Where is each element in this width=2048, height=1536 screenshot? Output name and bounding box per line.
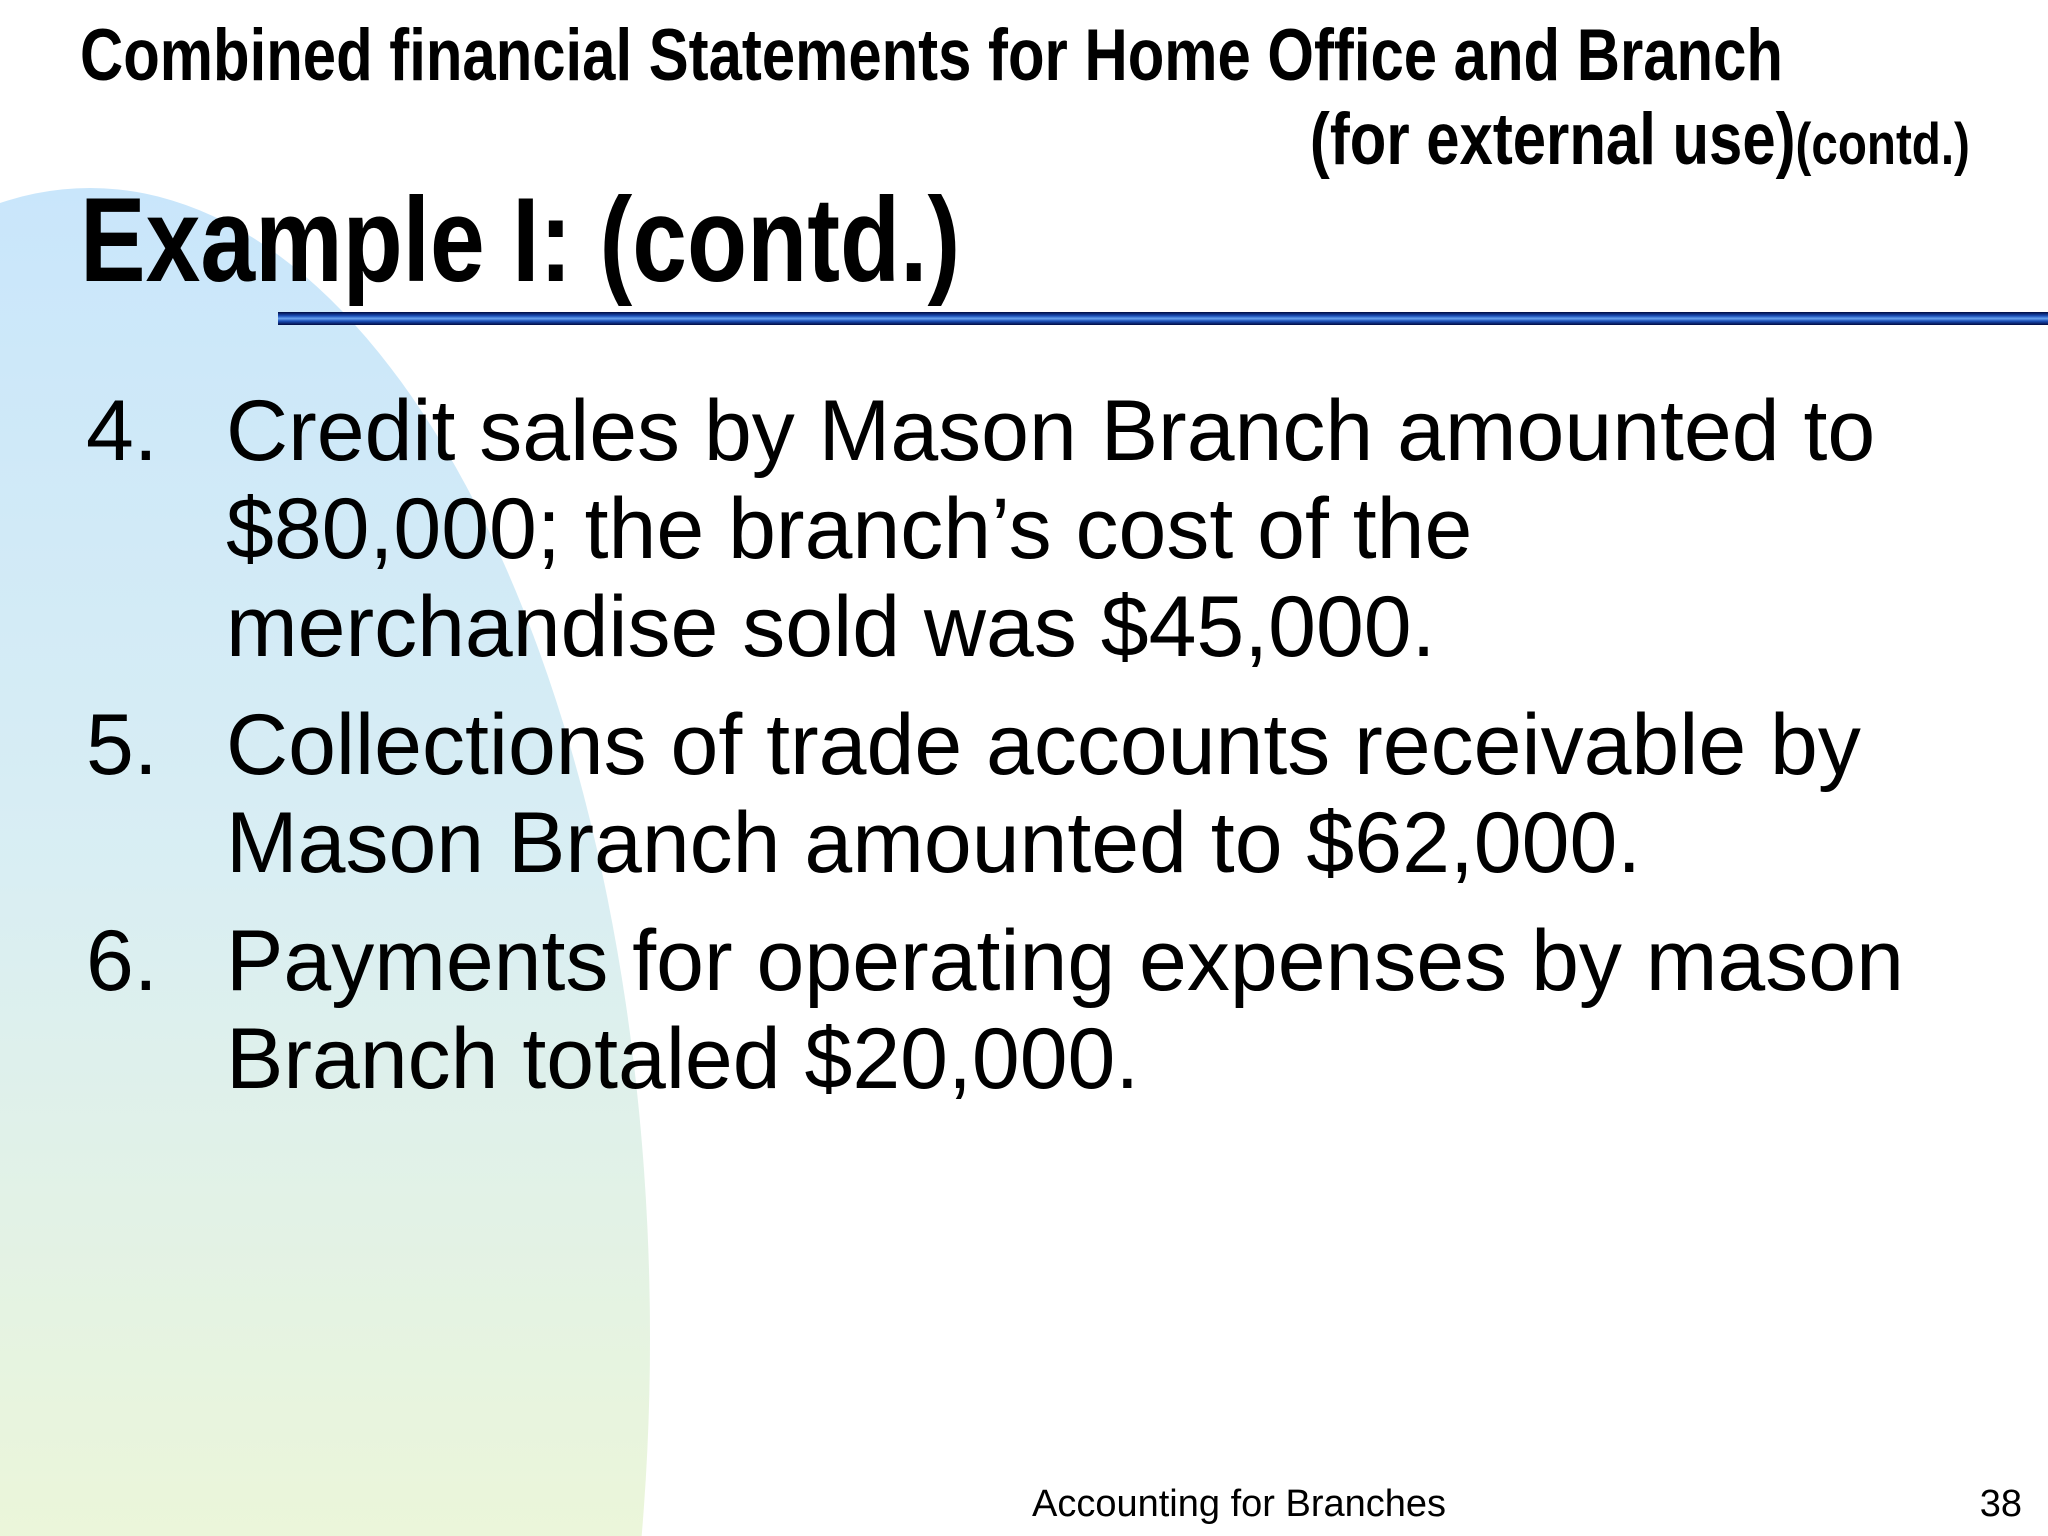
page-number: 38 xyxy=(1979,1483,2022,1525)
title-divider xyxy=(278,312,2048,325)
header-external-use: (for external use) xyxy=(1309,99,1796,180)
list-item-text: Credit sales by Mason Branch amounted to $80,000; the branch’s cost of the merchandise sold was $45,000. xyxy=(226,383,1876,675)
slide-header: Combined financial Statements for Home Office and Branch xyxy=(80,15,1783,96)
list-item-number: 5. xyxy=(86,697,158,793)
list-item-number: 4. xyxy=(86,383,158,479)
numbered-list xyxy=(86,382,1986,1128)
header-contd: (contd.) xyxy=(1795,112,1970,177)
footer-text: Accounting for Branches xyxy=(1032,1483,1447,1525)
list-item-text: Collections of trade accounts receivable by Mason Branch amounted to $62,000. xyxy=(226,697,1861,891)
list-item xyxy=(86,382,1986,676)
page-title: Example I: (contd.) xyxy=(80,173,961,307)
list-item xyxy=(86,696,1986,892)
slide-header-subtitle xyxy=(1310,98,1970,202)
list-item-number: 6. xyxy=(86,913,158,1009)
list-item xyxy=(86,912,1986,1108)
list-item-text: Payments for operating expenses by mason Branch totaled $20,000. xyxy=(226,913,1904,1107)
